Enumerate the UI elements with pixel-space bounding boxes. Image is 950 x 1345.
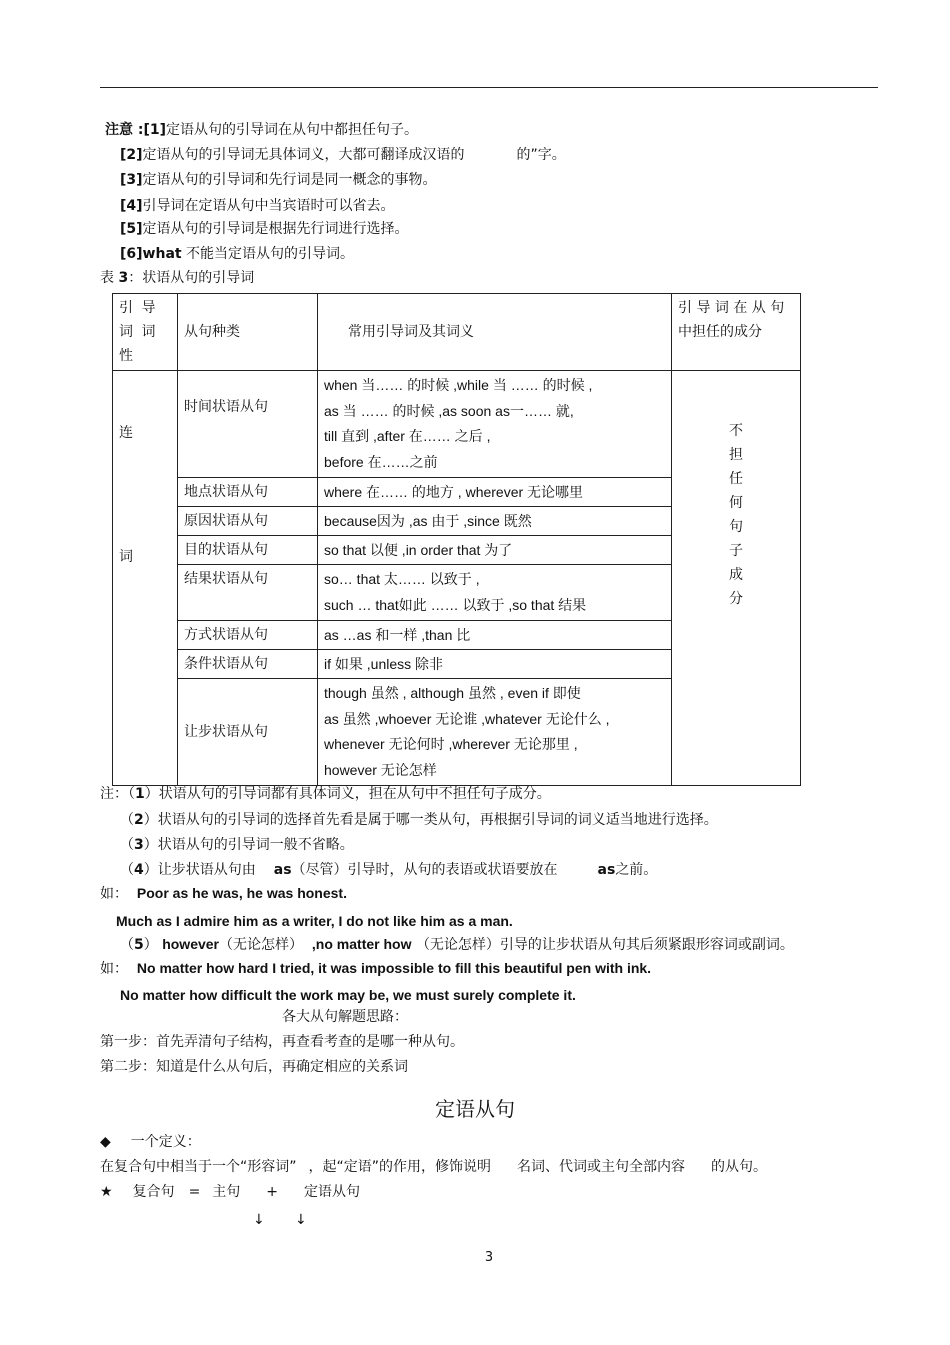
step-2: 第二步：知道是什么从句后，再确定相应的关系词	[100, 1059, 408, 1075]
table-row	[113, 371, 801, 478]
conjunction-list: as …as 和一样 ,than 比	[318, 621, 672, 650]
clause-type: 让步状语从句	[178, 679, 318, 786]
clause-type: 结果状语从句	[178, 565, 318, 621]
rel-note-4: [4]引导词在定语从句中当宾语时可以省去。	[120, 198, 395, 214]
rel-note-2: [2]定语从句的引导词无具体词义，大都可翻译成汉语的 的”字。	[120, 147, 566, 163]
rel-note-5: [5]定语从句的引导词是根据先行词进行选择。	[120, 221, 409, 237]
conjunction-list: because因为 ,as 由于 ,since 既然	[318, 507, 672, 536]
example-4: No matter how difficult the work may be, we must surely complete it.	[120, 987, 576, 1003]
table-caption: 表 3：状语从句的引导词	[100, 270, 255, 286]
header-rule	[100, 87, 878, 88]
example-1: 如： Poor as he was, he was honest.	[100, 885, 347, 902]
conjunction-list: when 当…… 的时候 ,while 当 …… 的时候 , as 当 …… 的时候 ,as soon as一…… 就, till 直到 ,after 在…… 之后 , before 在……之前	[318, 371, 672, 478]
header-role: 引 导 词 在 从 句 中担任的成分	[672, 294, 801, 371]
table-header-row	[113, 294, 801, 371]
role-cell: 不 担 任 何 句 子 成 分	[672, 371, 801, 786]
clause-type: 时间状语从句	[178, 371, 318, 478]
star-bullet-icon: ★	[100, 1184, 113, 1200]
conjunction-list: so… that 太…… 以致于 , such … that如此 …… 以致于 ,so that 结果	[318, 565, 672, 621]
down-arrow-icon: ↓	[253, 1212, 265, 1228]
conjunction-list: though 虽然 , although 虽然 , even if 即使 as 虽然 ,whoever 无论谁 ,whatever 无论什么 , whenever 无论何时 ,wherever 无论那里 , however 无论怎样	[318, 679, 672, 786]
example-2: Much as I admire him as a writer, I do not like him as a man.	[116, 913, 513, 929]
step-1: 第一步：首先弄清句子结构，再查看考查的是哪一种从句。	[100, 1034, 464, 1050]
adv-note-2: （2）状语从句的引导词的选择首先看是属于哪一类从句，再根据引导词的词义适当地进行选择。	[120, 812, 718, 828]
clause-type: 条件状语从句	[178, 650, 318, 679]
rel-note-6: [6]what 不能当定语从句的引导词。	[120, 246, 355, 262]
clause-type: 原因状语从句	[178, 507, 318, 536]
adv-note-5: （5） however（无论怎样） ,no matter how （无论怎样）引导的让步状语从句其后须紧跟形容词或副词。	[120, 936, 794, 953]
conjunction-list: where 在…… 的地方 , wherever 无论哪里	[318, 478, 672, 507]
rel-note-1: 注意 :[1]定语从句的引导词在从句中都担任句子。	[105, 122, 419, 138]
steps-heading: 各大从句解题思路：	[282, 1009, 408, 1025]
section-title: 定语从句	[435, 1097, 515, 1121]
adverbial-conjunction-table	[112, 293, 801, 786]
example-3: 如： No matter how hard I tried, it was impossible to fill this beautiful pen with ink.	[100, 960, 652, 977]
formula: ★ 复合句 = 主句 + 定语从句	[100, 1184, 361, 1200]
adv-note-1: 注：（1）状语从句的引导词都有具体词义，担在从句中不担任句子成分。	[100, 786, 551, 802]
pos-cell: 连 词	[113, 371, 178, 786]
clause-type: 目的状语从句	[178, 536, 318, 565]
conjunction-list: if 如果 ,unless 除非	[318, 650, 672, 679]
header-type: 从句种类	[178, 294, 318, 371]
diamond-bullet-icon: ◆	[100, 1134, 111, 1150]
conjunction-list: so that 以便 ,in order that 为了	[318, 536, 672, 565]
definition-heading: ◆ 一个定义：	[100, 1134, 201, 1150]
header-words: 常用引导词及其词义	[318, 294, 672, 371]
page-number: 3	[484, 1250, 494, 1265]
adv-note-4: （4）让步状语从句由 as（尽管）引导时，从句的表语或状语要放在 as之前。	[120, 862, 658, 878]
definition-text: 在复合句中相当于一个“形容词” ，起“定语”的作用，修饰说明 名词、代词或主句全部内容 的从句。	[100, 1159, 768, 1175]
clause-type: 地点状语从句	[178, 478, 318, 507]
clause-type: 方式状语从句	[178, 621, 318, 650]
down-arrow-icon: ↓	[295, 1212, 307, 1228]
rel-note-3: [3]定语从句的引导词和先行词是同一概念的事物。	[120, 172, 437, 188]
adv-note-3: （3）状语从句的引导词一般不省略。	[120, 837, 354, 853]
header-pos: 引 导 词 词 性	[113, 294, 178, 371]
